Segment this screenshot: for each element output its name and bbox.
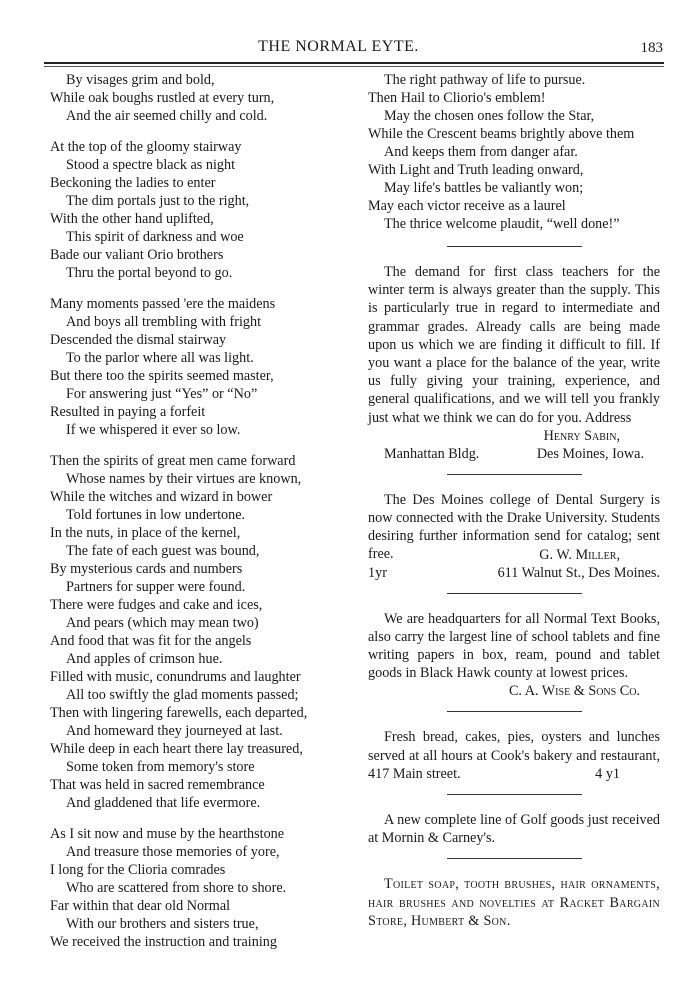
ad-text: A new complete line of Golf goods just received at Mornin & Carney's. (368, 812, 660, 847)
poem-line: But there too the spirits seemed master, (50, 368, 274, 384)
ad-signer: G. W. Miller, (539, 546, 620, 563)
poem-line: Descended the dismal stairway (50, 332, 227, 348)
right-column (368, 71, 660, 930)
separator-rule (447, 474, 582, 475)
poem-line: If we whispered it ever so low. (66, 422, 241, 438)
ad-text: The Des Moines college of Dental Surgery is now connected with the Drake University. Students desiring further information send for catalog; sent free. (368, 491, 660, 563)
poem-line: The dim portals just to the right, (66, 193, 250, 209)
poem-line: As I sit now and muse by the hearthstone (50, 826, 285, 842)
poem-stanza (50, 138, 340, 282)
ad-text: Toilet soap, tooth brushes, hair ornaments, hair brushes and novelties at Racket Bargain Store, Humbert & Son. (368, 876, 660, 929)
poem-line: While the witches and wizard in bower (50, 489, 273, 505)
ad-teachers (368, 263, 660, 463)
poem-line: Thru the portal beyond to go. (66, 265, 233, 281)
poem-line: I long for the Clioria comrades (50, 862, 226, 878)
ad-racket (368, 875, 660, 930)
poem-line: That was held in sacred remembrance (50, 777, 265, 793)
poem-line: And the air seemed chilly and cold. (66, 108, 268, 124)
poem-line: With Light and Truth leading onward, (368, 162, 584, 178)
poem-line: And food that was fit for the angels (50, 633, 252, 649)
ad-text: Fresh bread, cakes, pies, oysters and lunches served at all hours at Cook's bakery and restaurant, 417 Main street. (368, 729, 660, 782)
poem-stanza (50, 452, 340, 812)
poem-line: And boys all trembling with fright (66, 314, 262, 330)
ad-signer: Henry Sabin, (543, 427, 620, 444)
poem-line: Bade our valiant Orio brothers (50, 247, 224, 263)
poem-line: To the parlor where all was light. (66, 350, 254, 366)
poem-line: And treasure those memories of yore, (66, 844, 280, 860)
poem-line: In the nuts, in place of the kernel, (50, 525, 241, 541)
ad-term: 4 y1 (595, 766, 620, 783)
poem-line: For answering just “Yes” or “No” (66, 386, 258, 402)
poem-line: And keeps them from danger afar. (384, 144, 578, 160)
header-rule (44, 62, 664, 64)
poem-line: And gladdened that life evermore. (66, 795, 261, 811)
poem-line: The thrice welcome plaudit, “well done!” (384, 216, 620, 232)
poem-line: While oak boughs rustled at every turn, (50, 90, 275, 106)
poem-line: And homeward they journeyed at last. (66, 723, 283, 739)
ad-books (368, 610, 660, 701)
poem-line: By visages grim and bold, (66, 72, 215, 88)
poem-line: Who are scattered from shore to shore. (66, 880, 287, 896)
journal-title: THE NORMAL EYTE. (258, 38, 419, 55)
poem-line: Stood a spectre black as night (66, 157, 236, 173)
poem-line: At the top of the gloomy stairway (50, 139, 242, 155)
poem-line: We received the instruction and training (50, 934, 277, 950)
poem-line: Far within that dear old Normal (50, 898, 231, 914)
poem-line: The fate of each guest was bound, (66, 543, 260, 559)
ad-signer: C. A. Wise & Sons Co. (508, 683, 640, 700)
poem-line: Some token from memory's store (66, 759, 255, 775)
separator-rule (447, 593, 582, 594)
poem-line: While deep in each heart there lay treasured, (50, 741, 303, 757)
ad-dental (368, 491, 660, 582)
poem-line: Many moments passed 'ere the maidens (50, 296, 276, 312)
ad-text: The demand for first class teachers for the winter term is always greater than the supply. This is particularly true in regard to intermediate and grammar grades. Already calls are being made upon us which we are finding it difficult to fill. If you want a place for the balance of the year, write us fully giving your training, experience, and general qualifications, and we will tell you frankly just what we think we can do for you. Address (368, 264, 660, 426)
address-right: Des Moines, Iowa. (536, 445, 644, 462)
poem-stanza (50, 295, 340, 439)
poem-stanza (50, 71, 340, 125)
poem-line: While the Crescent beams brightly above them (368, 126, 635, 142)
poem-line: May each victor receive as a laurel (368, 198, 566, 214)
ad-golf (368, 811, 660, 847)
poem-line: All too swiftly the glad moments passed; (66, 687, 299, 703)
poem-line: Partners for supper were found. (66, 579, 246, 595)
poem-line: Told fortunes in low undertone. (66, 507, 246, 523)
separator-rule (447, 794, 582, 795)
ad-term: 1yr (368, 564, 387, 581)
ad-address: 611 Walnut St., Des Moines. (497, 564, 660, 581)
poem-line: This spirit of darkness and woe (66, 229, 244, 245)
poem-line: The right pathway of life to pursue. (384, 72, 586, 88)
poem-line: With the other hand uplifted, (50, 211, 214, 227)
poem-line: By mysterious cards and numbers (50, 561, 243, 577)
ad-text: We are headquarters for all Normal Text Books, also carry the largest line of school tablets and fine writing papers in box, ream, pound and tablet goods in Black Hawk county at lowest prices. (368, 610, 660, 682)
poem-conclusion (368, 71, 660, 233)
poem-line: There were fudges and cake and ices, (50, 597, 263, 613)
separator-rule (447, 858, 582, 859)
poem-line: Filled with music, conundrums and laughter (50, 669, 301, 685)
poem-stanza (50, 825, 340, 951)
poem-line: Whose names by their virtues are known, (66, 471, 302, 487)
poem-line: Then the spirits of great men came forward (50, 453, 296, 469)
header-rule-thin (44, 66, 664, 67)
page-number: 183 (640, 40, 663, 56)
poem-line: And pears (which may mean two) (66, 615, 259, 631)
address-left: Manhattan Bldg. (384, 445, 480, 462)
poem-line: Resulted in paying a forfeit (50, 404, 206, 420)
separator-rule (447, 246, 582, 247)
poem-line: With our brothers and sisters true, (66, 916, 259, 932)
poem-line: And apples of crimson hue. (66, 651, 223, 667)
poem-line: May the chosen ones follow the Star, (384, 108, 595, 124)
poem-line: May life's battles be valiantly won; (384, 180, 584, 196)
ad-bakery (368, 728, 660, 783)
poem-line: Beckoning the ladies to enter (50, 175, 216, 191)
poem-line: Then with lingering farewells, each departed, (50, 705, 308, 721)
page-header (0, 38, 677, 58)
left-column-poem (50, 71, 340, 964)
separator-rule (447, 711, 582, 712)
poem-line: Then Hail to Cliorio's emblem! (368, 90, 546, 106)
